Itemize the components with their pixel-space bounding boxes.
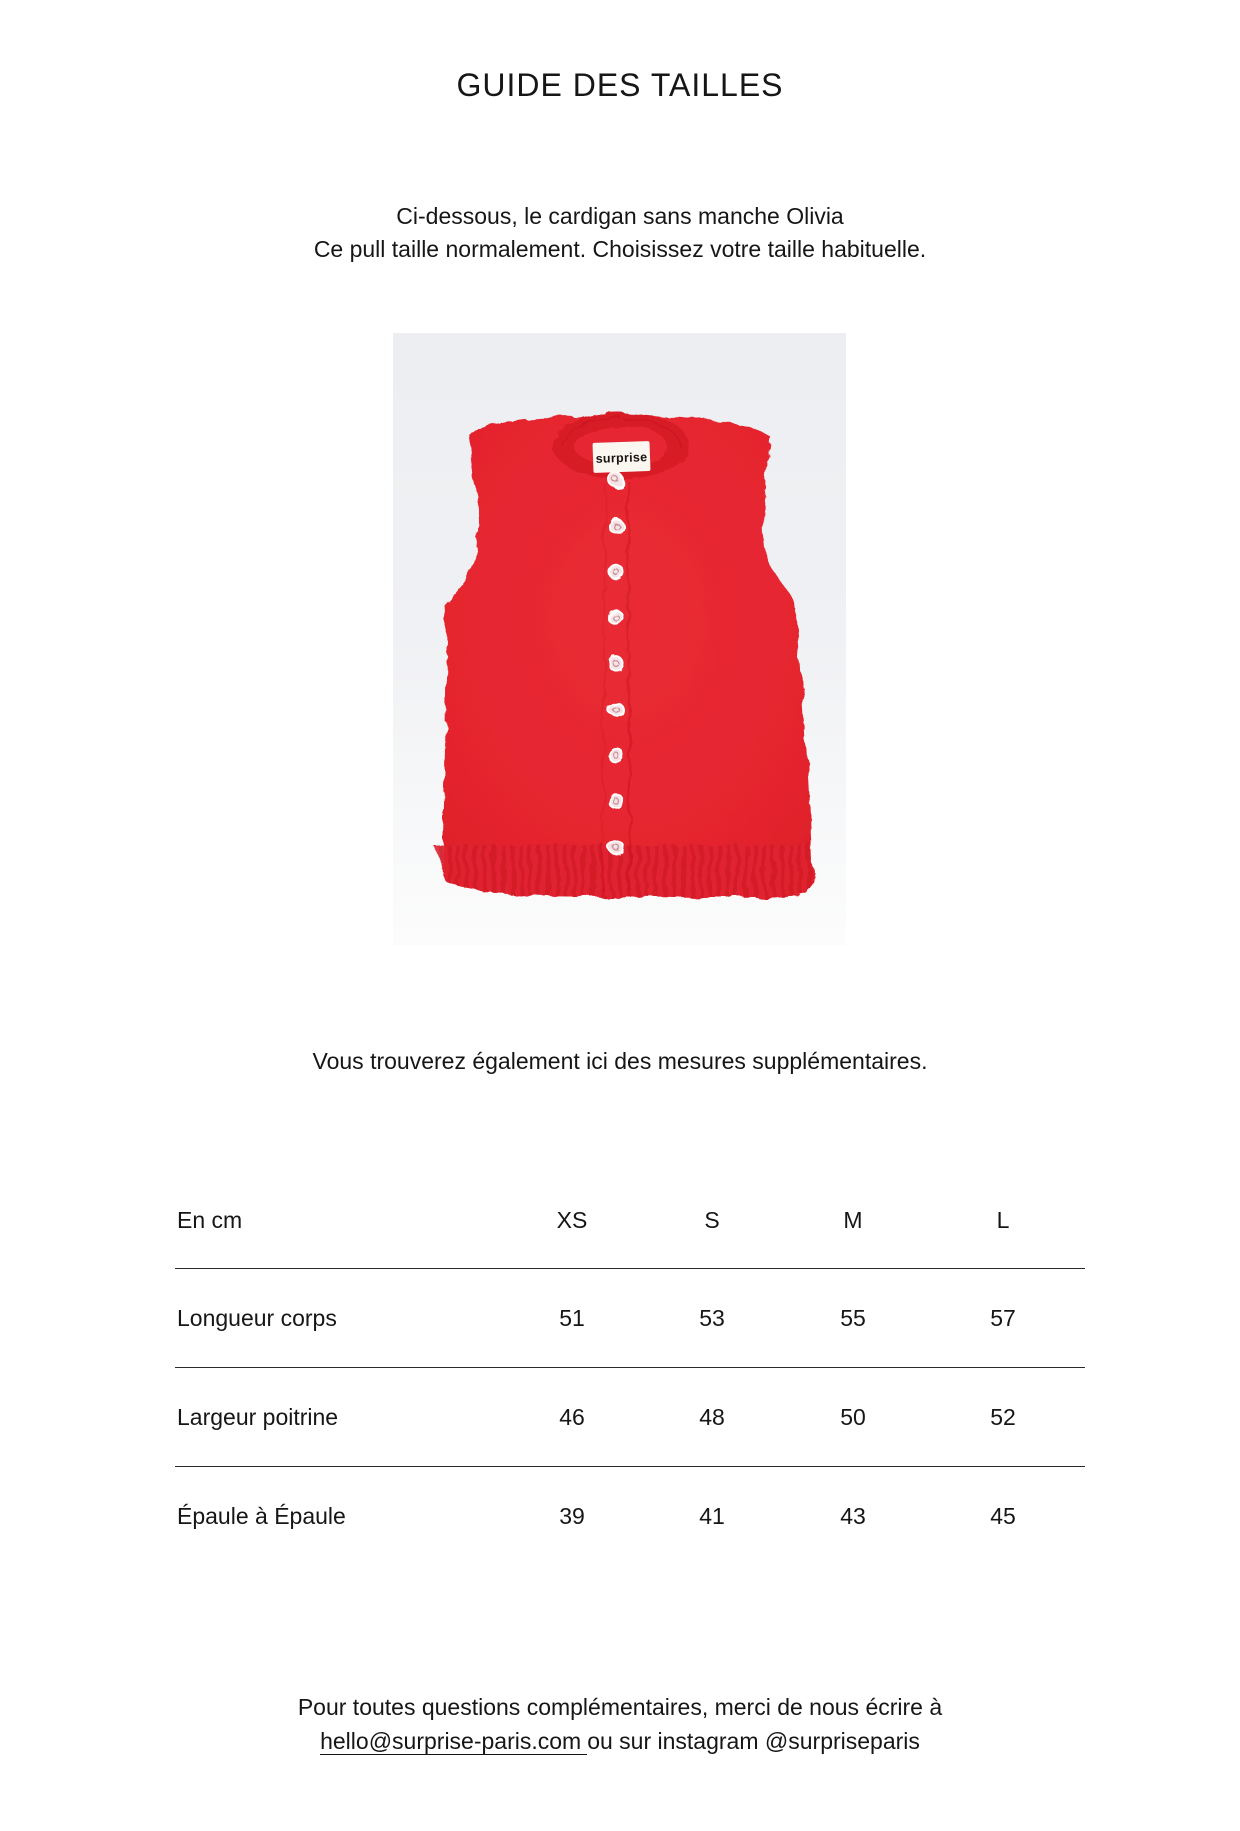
row-label: Largeur poitrine [177, 1403, 339, 1430]
size-value: 39 [559, 1503, 585, 1529]
footer-line-1: Pour toutes questions complémentaires, merci de nous écrire à [297, 1694, 943, 1720]
row-label: Longueur corps [177, 1304, 337, 1331]
vest-garment [433, 413, 813, 898]
size-table [175, 1205, 1085, 1566]
hem-rib [433, 845, 813, 898]
size-table-header [175, 1205, 1085, 1269]
size-value: 51 [559, 1304, 585, 1331]
measurement-row-longueur-corps [175, 1269, 1085, 1368]
size-value: 55 [840, 1304, 866, 1331]
size-col-l: L [996, 1207, 1010, 1233]
size-value: 52 [990, 1403, 1016, 1430]
measurement-row-largeur-poitrine [175, 1368, 1085, 1467]
intro-line-2: Ce pull taille normalement. Choisissez votre taille habituelle. [313, 236, 927, 262]
size-value: 53 [699, 1304, 725, 1331]
footer-text [0, 1690, 1240, 1758]
footer-line-2 [0, 1724, 1240, 1758]
size-col-s: S [704, 1207, 720, 1233]
unit-label: En cm [177, 1207, 243, 1233]
brand-label: surprise [595, 450, 648, 466]
placket-buttons [609, 473, 623, 854]
size-value: 48 [699, 1403, 725, 1430]
brand-tag [592, 441, 650, 473]
size-col-xs: XS [556, 1207, 588, 1233]
email-link[interactable]: hello@surprise-paris.com [320, 1728, 587, 1755]
page-title: GUIDE DES TAILLES [456, 67, 784, 103]
size-value: 41 [699, 1503, 725, 1529]
size-value: 57 [990, 1304, 1016, 1331]
size-value: 50 [840, 1403, 866, 1430]
measurement-row-epaule-a-epaule [175, 1467, 1085, 1566]
size-value: 45 [990, 1503, 1016, 1529]
intro-text [0, 200, 1240, 266]
product-photo [393, 333, 846, 945]
vest-illustration [393, 333, 846, 945]
note-text: Vous trouverez également ici des mesures supplémentaires. [312, 1048, 928, 1074]
footer-instagram-text: ou sur instagram @surpriseparis [587, 1728, 920, 1754]
size-value: 46 [559, 1403, 585, 1430]
row-label: Épaule à Épaule [177, 1503, 346, 1529]
size-value: 43 [840, 1503, 866, 1529]
intro-line-1: Ci-dessous, le cardigan sans manche Olivia [396, 203, 844, 229]
size-col-m: M [843, 1207, 863, 1233]
